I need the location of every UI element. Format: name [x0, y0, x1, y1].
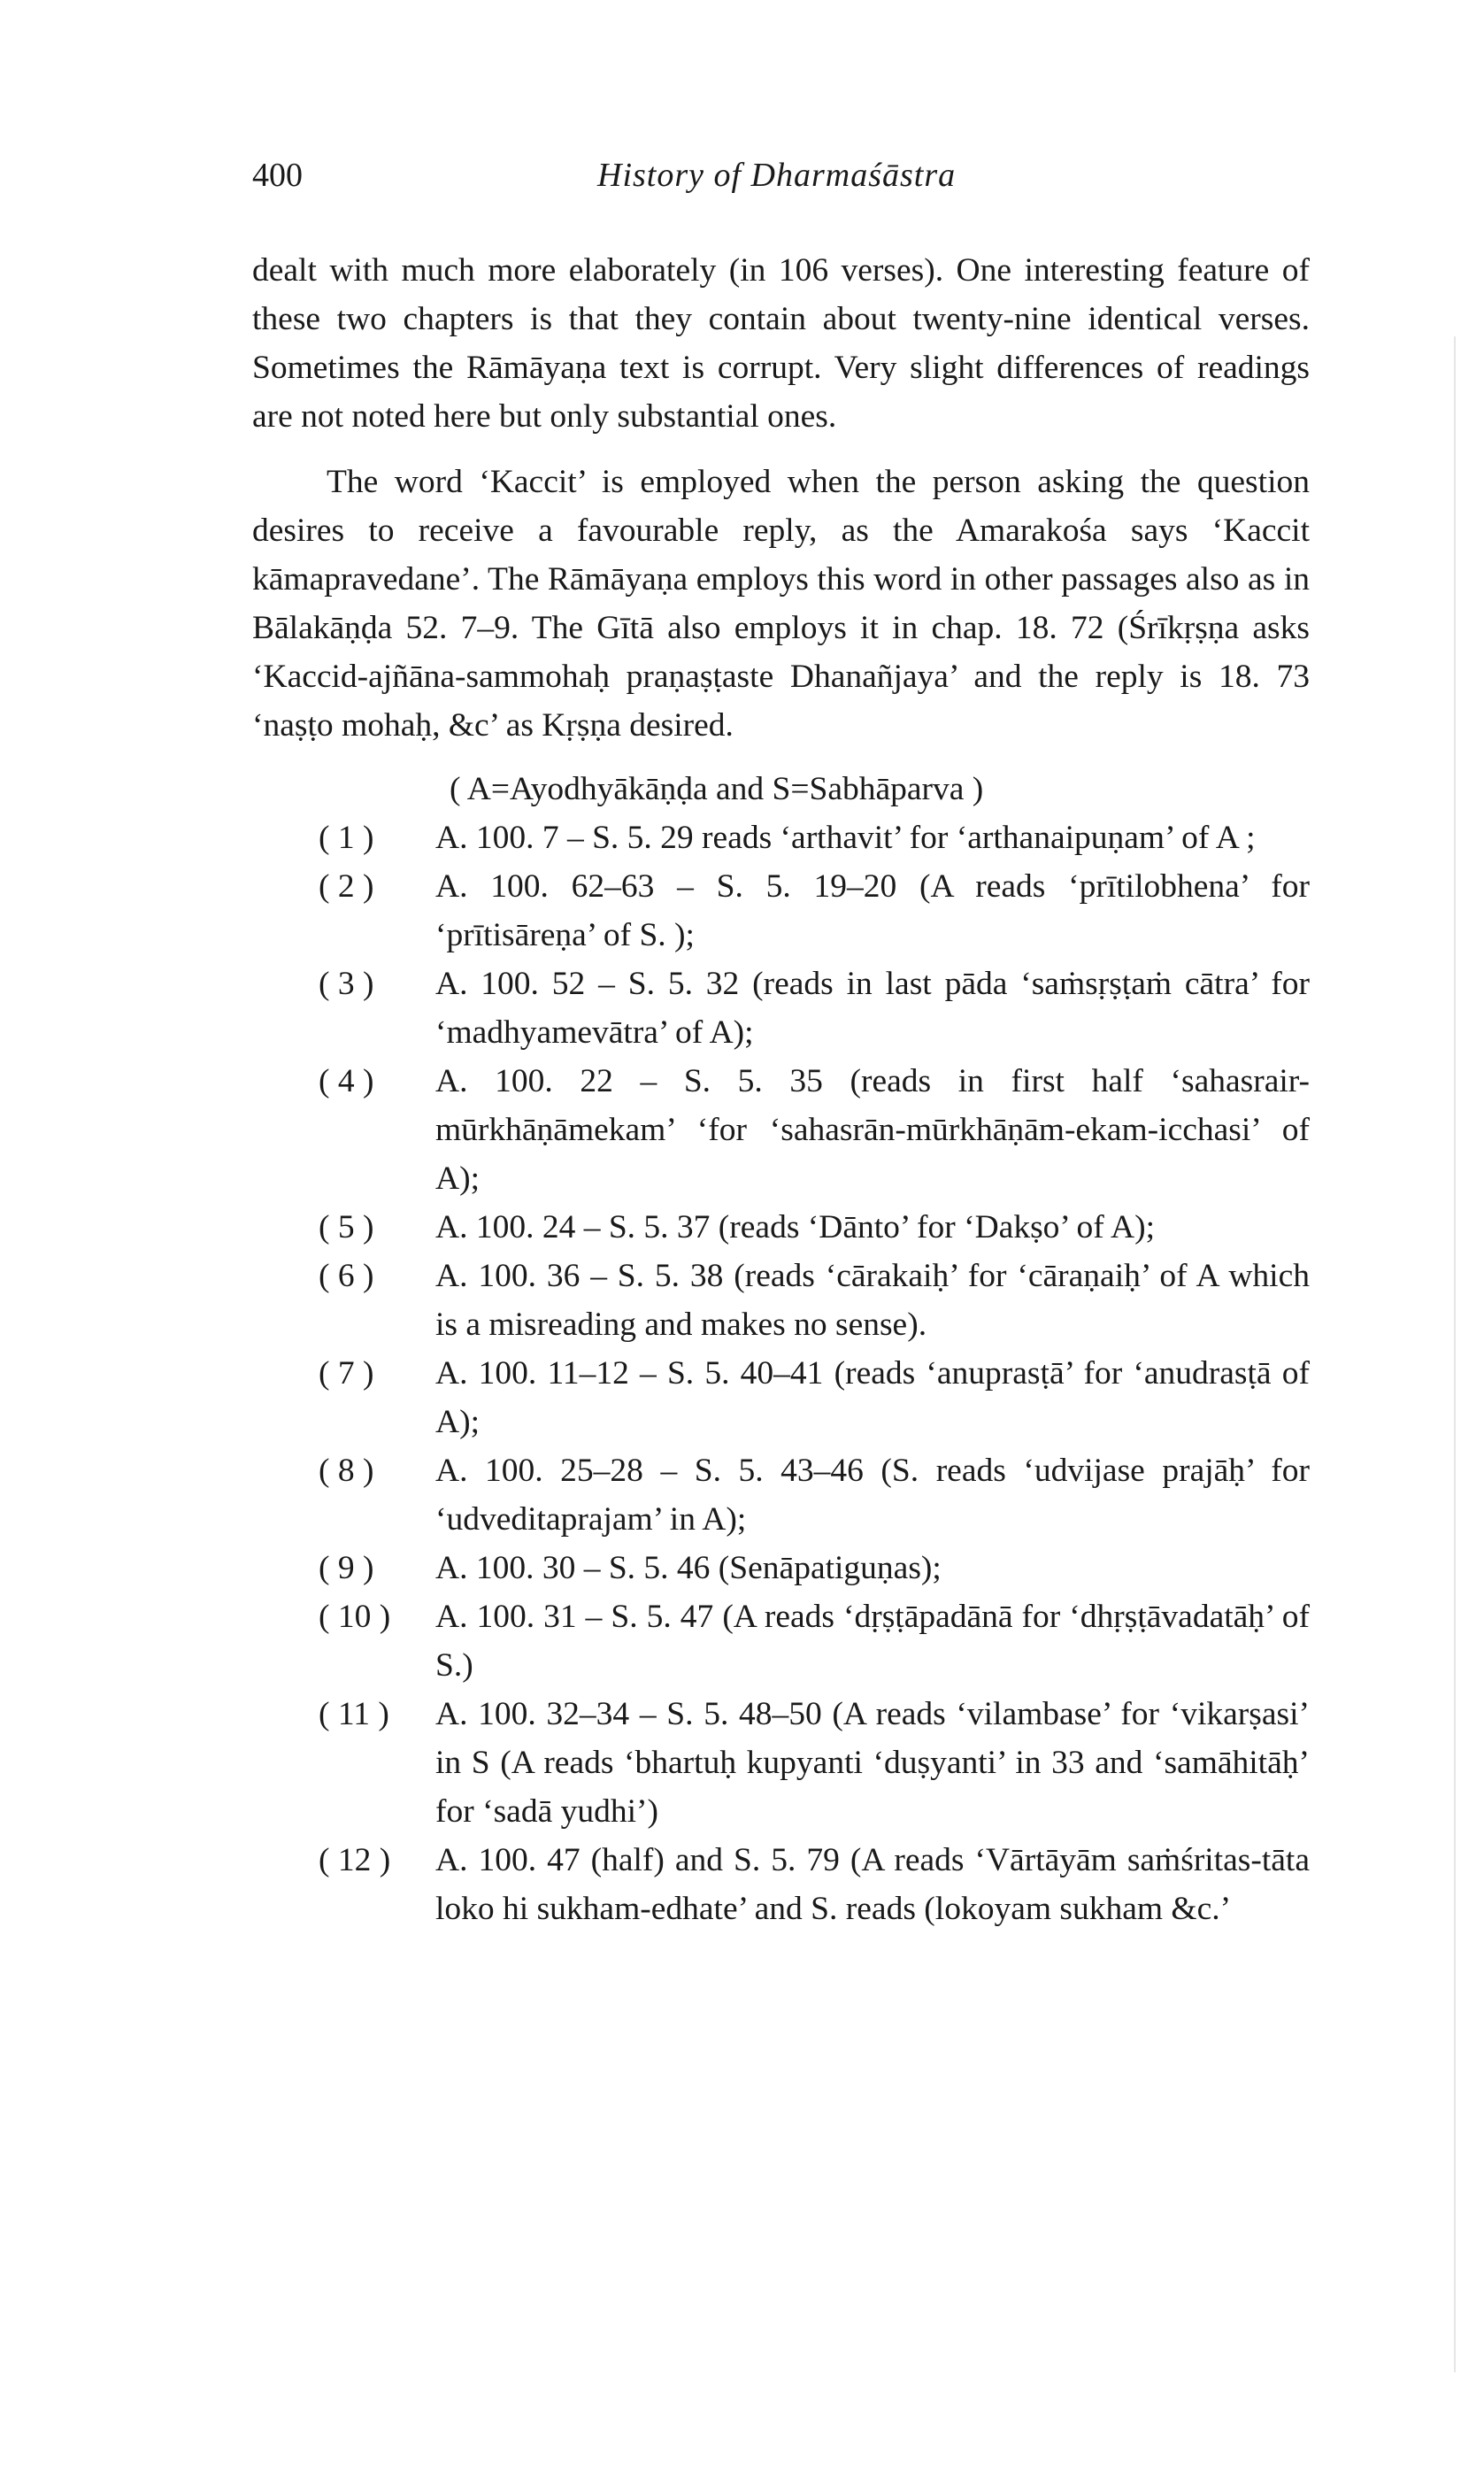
list-item	[252, 1446, 1310, 1544]
item-number: ( 5 )	[319, 1209, 374, 1245]
item-text: A. 100. 36 – S. 5. 38 (reads ‘cārakaiḥ’ for ‘cāraṇaiḥ’ of A which is a misreading and makes no sense).	[435, 1258, 1310, 1343]
body-text	[252, 246, 1310, 1933]
paragraph-kaccit: The word ‘Kaccit’ is employed when the person asking the question desires to receive a favourable reply, as the Amarakośa says ‘Kaccit kāmapravedane’. The Rāmāyaṇa employs this word in other passages also as in Bālakāṇḍa 52. 7–9. The Gītā also employs it in chap. 18. 72 (Śrīkṛṣṇa asks ‘Kaccid-ajñāna-sammohaḥ praṇaṣṭaste Dhanañjaya’ and the reply is 18. 73 ‘naṣṭo mohaḥ, &c’ as Kṛṣṇa desired.	[252, 464, 1310, 744]
item-number: ( 9 )	[319, 1550, 374, 1586]
item-text: A. 100. 25–28 – S. 5. 43–46 (S. reads ‘udvijase prajāḥ’ for ‘udveditaprajam’ in A);	[435, 1453, 1310, 1538]
item-number: ( 4 )	[319, 1063, 374, 1099]
item-text: A. 100. 31 – S. 5. 47 (A reads ‘dṛṣṭāpadānā for ‘dhṛṣṭāvadatāḥ’ of S.)	[435, 1599, 1310, 1684]
item-text: A. 100. 62–63 – S. 5. 19–20 (A reads ‘prītilobhena’ for ‘prītisāreṇa’ of S. );	[435, 868, 1310, 953]
page-number: 400	[252, 157, 303, 194]
item-text: A. 100. 52 – S. 5. 32 (reads in last pāda ‘saṁsṛṣṭaṁ cātra’ for ‘madhyamevātra’ of A);	[435, 966, 1310, 1051]
item-number: ( 11 )	[319, 1696, 389, 1732]
item-number: ( 12 )	[319, 1842, 391, 1878]
paragraph-continuation: dealt with much more elaborately (in 106 verses). One interesting feature of these two chapters is that they contain about twenty-nine identical verses. Sometimes the Rāmāyaṇa text is corrupt. Very slight differences of readings are not noted here but only substantial ones.	[252, 252, 1310, 435]
scan-margin-line	[1454, 336, 1456, 2372]
item-text: A. 100. 24 – S. 5. 37 (reads ‘Dānto’ for ‘Dakṣo’ of A);	[435, 1209, 1156, 1245]
item-number: ( 3 )	[319, 966, 374, 1002]
item-number: ( 8 )	[319, 1453, 374, 1489]
legend-abbreviations: ( A=Ayodhyākāṇḍa and S=Sabhāparva )	[450, 771, 984, 807]
item-number: ( 10 )	[319, 1599, 391, 1635]
item-number: ( 7 )	[319, 1355, 374, 1392]
item-text: A. 100. 22 – S. 5. 35 (reads in first half ‘sahasrair-mūrkhāṇāmekam’ ‘for ‘sahasrān-mūrkhāṇām-ekam-icchasi’ of A);	[435, 1063, 1310, 1197]
list-item	[252, 960, 1310, 1057]
list-item	[252, 1349, 1310, 1446]
list-item	[252, 1836, 1310, 1933]
item-number: ( 6 )	[319, 1258, 374, 1294]
variant-list	[252, 813, 1310, 1933]
page-header	[252, 156, 1314, 209]
item-number: ( 2 )	[319, 868, 374, 905]
item-text: A. 100. 11–12 – S. 5. 40–41 (reads ‘anuprasṭā’ for ‘anudrasṭā of A);	[435, 1355, 1310, 1440]
list-item	[252, 813, 1310, 862]
item-text: A. 100. 47 (half) and S. 5. 79 (A reads ‘Vārtāyām saṁśritas-tāta loko hi sukham-edhate’ and S. reads (lokoyam sukham &c.’	[435, 1842, 1310, 1927]
list-item	[252, 1057, 1310, 1203]
list-item	[252, 1690, 1310, 1836]
list-item	[252, 1203, 1310, 1252]
item-text: A. 100. 32–34 – S. 5. 48–50 (A reads ‘vilambase’ for ‘vikarṣasi’ in S (A reads ‘bhartuḥ kupyanti ‘duṣyanti’ in 33 and ‘samāhitāḥ’ for ‘sadā yudhi’)	[435, 1696, 1310, 1830]
running-title: History of Dharmaśāstra	[597, 157, 957, 194]
item-text: A. 100. 7 – S. 5. 29 reads ‘arthavit’ for ‘arthanaipuṇam’ of A ;	[435, 820, 1256, 856]
list-item	[252, 1252, 1310, 1349]
item-text: A. 100. 30 – S. 5. 46 (Senāpatiguṇas);	[435, 1550, 942, 1586]
item-number: ( 1 )	[319, 820, 374, 856]
list-item	[252, 1592, 1310, 1690]
list-item	[252, 862, 1310, 960]
list-item	[252, 1544, 1310, 1592]
